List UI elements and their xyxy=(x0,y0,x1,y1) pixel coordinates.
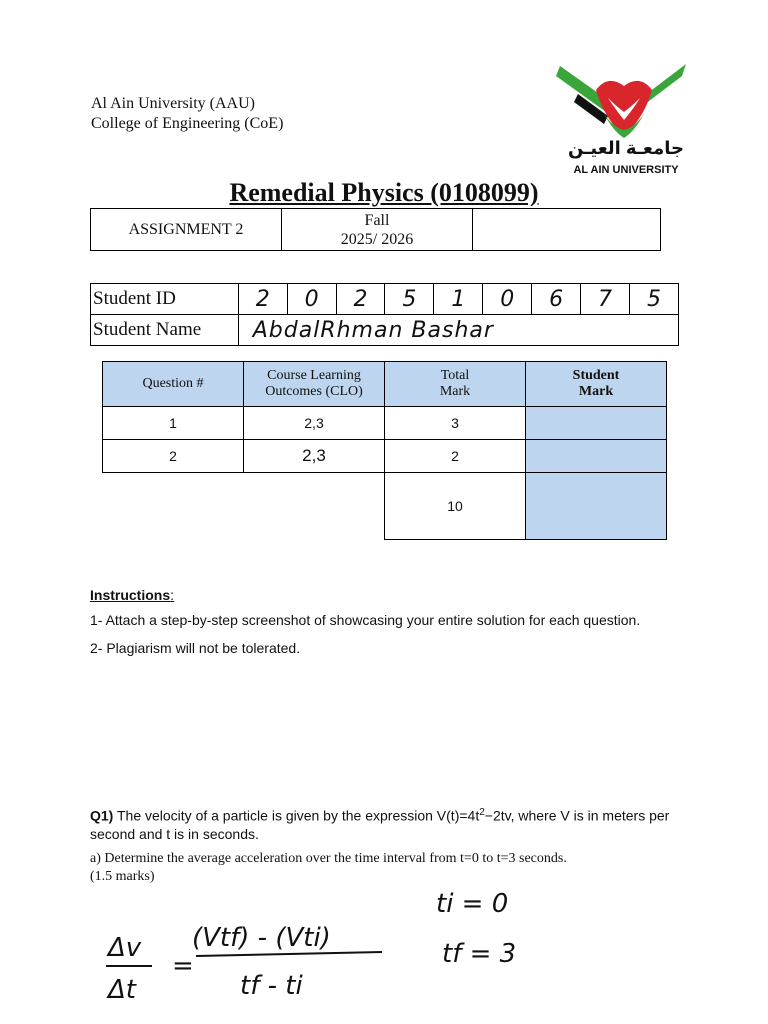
student-name-label: Student Name xyxy=(91,315,239,346)
header-total-line2: Mark xyxy=(439,384,471,399)
row-question: 1 xyxy=(103,407,244,440)
header-total xyxy=(385,362,526,407)
header-clo-line2: Outcomes (CLO) xyxy=(265,384,363,399)
hw-delta-v: Δv xyxy=(108,933,142,963)
instructions-colon: : xyxy=(170,587,175,603)
student-id-digit: 2 xyxy=(336,284,385,315)
question-1 xyxy=(90,804,690,843)
part-a-marks: (1.5 marks) xyxy=(90,869,155,884)
assignment-term xyxy=(282,209,473,251)
student-id-digit: 0 xyxy=(483,284,532,315)
hw-equals: = xyxy=(172,951,194,981)
student-id-label: Student ID xyxy=(91,284,239,315)
student-info-table xyxy=(90,283,679,346)
assignment-extra-cell xyxy=(473,209,661,251)
hw-delta-t: Δt xyxy=(108,975,136,1005)
header-student-line2: Mark xyxy=(578,384,614,399)
hw-denominator: tf - ti xyxy=(240,971,303,1001)
instructions-section xyxy=(90,587,710,668)
row-student-mark[interactable] xyxy=(526,407,667,440)
term-label: Fall xyxy=(364,211,390,229)
course-title: Remedial Physics (0108099) xyxy=(229,178,539,207)
student-id-digit: 2 xyxy=(238,284,287,315)
header-question: Question # xyxy=(103,362,244,407)
hw-numerator: (Vtf) - (Vti) xyxy=(192,923,331,953)
row-total: 3 xyxy=(385,407,526,440)
table-row xyxy=(103,407,667,440)
assignment-label: ASSIGNMENT 2 xyxy=(91,209,282,251)
student-id-digit: 1 xyxy=(434,284,483,315)
empty-cell xyxy=(103,473,244,540)
assignment-table xyxy=(90,208,661,251)
university-line: Al Ain University (AAU) xyxy=(91,95,255,112)
question-superscript: 2 xyxy=(479,807,485,818)
header-total-line1: Total xyxy=(440,368,470,383)
table-row xyxy=(103,440,667,473)
question-label: Q1) xyxy=(90,807,114,824)
row-student-mark[interactable] xyxy=(526,440,667,473)
student-id-digit: 5 xyxy=(385,284,434,315)
handwritten-solution xyxy=(100,880,540,1024)
header-clo-line1: Course Learning xyxy=(267,368,361,383)
student-name-value: AbdalRhman Bashar xyxy=(238,315,678,346)
student-id-digit: 0 xyxy=(287,284,336,315)
marks-table xyxy=(102,361,667,540)
university-logo xyxy=(548,58,724,190)
instructions-heading xyxy=(90,587,710,603)
college-line: College of Engineering (CoE) xyxy=(91,115,284,132)
hw-ti-value: ti = 0 xyxy=(436,889,509,919)
instructions-heading-text: Instructions xyxy=(90,587,171,603)
student-total-mark[interactable] xyxy=(526,473,667,540)
instruction-item: 2- Plagiarism will not be tolerated. xyxy=(90,640,301,656)
logo-arabic-text: جامعـة العيـن xyxy=(568,138,684,158)
header-student-mark xyxy=(526,362,667,407)
student-id-digit: 6 xyxy=(532,284,581,315)
row-clo: 2,3 xyxy=(244,440,385,473)
logo-english-text: AL AIN UNIVERSITY xyxy=(573,164,679,176)
student-id-digit: 5 xyxy=(630,284,679,315)
question-text-before: The velocity of a particle is given by the expression V(t)=4t xyxy=(113,807,480,824)
hw-tf-value: tf = 3 xyxy=(442,939,517,969)
term-year: 2025/ 2026 xyxy=(340,230,414,248)
instruction-item: 1- Attach a step-by-step screenshot of showcasing your entire solution for each question. xyxy=(90,612,641,628)
row-question: 2 xyxy=(103,440,244,473)
total-row xyxy=(103,473,667,540)
grand-total: 10 xyxy=(385,473,526,540)
header-clo xyxy=(244,362,385,407)
part-a-text: a) Determine the average acceleration over the time interval from t=0 to t=3 seconds. xyxy=(90,851,567,866)
row-clo: 2,3 xyxy=(244,407,385,440)
header-student-line1: Student xyxy=(572,368,620,383)
row-total: 2 xyxy=(385,440,526,473)
university-header xyxy=(91,94,283,134)
empty-cell xyxy=(244,473,385,540)
question-text-after: −2tv, where V is in meters per second and t is in seconds. xyxy=(90,807,670,842)
student-id-digit: 7 xyxy=(581,284,630,315)
